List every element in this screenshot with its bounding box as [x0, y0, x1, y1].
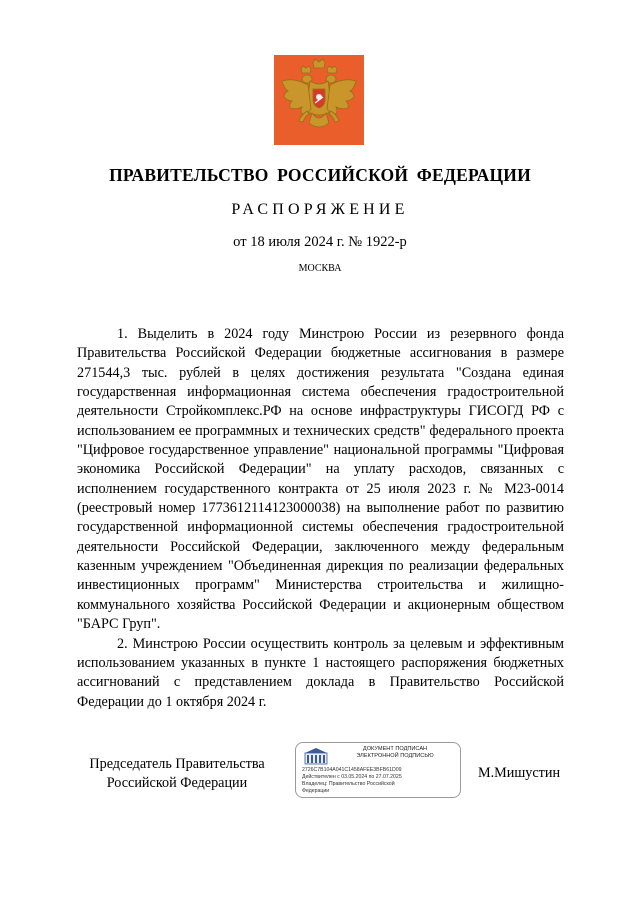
- stamp-heading: ДОКУМЕНТ ПОДПИСАН ЭЛЕКТРОННОЙ ПОДПИСЬЮ: [356, 746, 434, 759]
- stamp-certificate: 2726C7B104A041C1458AFEE3BFB61D09: [302, 767, 402, 773]
- stamp-validity: Действителен с 03.05.2024 по 27.07.2025: [302, 774, 402, 780]
- position-line-1: Председатель Правительства: [89, 756, 265, 772]
- document-date-number: от 18 июля 2024 г. № 1922-р: [233, 234, 407, 250]
- signatory-name: М.Мишустин: [478, 765, 561, 781]
- paragraph-1: 1. Выделить в 2024 году Минстрою России из резервного фонда Правительства Российской Федерации бюджетные ассигнования в размере 271544,3 тыс. рублей в целях достижения результата "Создана единая государственная информационная система обеспечения градостроительной деятельности Стройкомплекс.РФ на основе инфраструктуры ГИСОГД РФ с использованием ее программных и технических средств" федерального проекта "Цифровое государственное управление" национальной программы "Цифровая экономика Российской Федерации" на уплату расходов, связанных с исполнением государственного контракта от 25 июля 2023 г. № М23-0014 (реестровый номер 1773612114123000038) на выполнение работ по развитию государственной информационной системы обеспечения градостроительной деятельности Российской Федерации, заключенного между федеральным казенным учреждением "Объединенная дирекция по реализации федеральных инвестиционных программ" Министерства строительства и жилищно-коммунального хозяйства Российской Федерации и акционерным обществом "БАРС Груп".: [77, 326, 564, 633]
- stamp-owner-line-2: Федерации: [302, 788, 330, 794]
- building-icon: [304, 747, 328, 765]
- document-body: [77, 325, 564, 712]
- stamp-owner-line-1: Владелец: Правительство Российской: [302, 781, 395, 787]
- issuer-title: ПРАВИТЕЛЬСТВО РОССИЙСКОЙ ФЕДЕРАЦИИ: [109, 165, 531, 185]
- city-label: МОСКВА: [298, 263, 342, 274]
- paragraph-2: 2. Минстрою России осуществить контроль за целевым и эффективным использованием указанных в пункте 1 настоящего распоряжения бюджетных ассигнований с представлением доклада в Правительство Российской Федерации до 1 октября 2024 г.: [77, 635, 564, 710]
- document-type: РАСПОРЯЖЕНИЕ: [231, 201, 409, 218]
- signatory-position: [77, 755, 277, 793]
- position-line-2: Российской Федерации: [106, 775, 248, 791]
- electronic-signature-stamp: [295, 742, 461, 798]
- coat-of-arms-icon: [274, 55, 364, 145]
